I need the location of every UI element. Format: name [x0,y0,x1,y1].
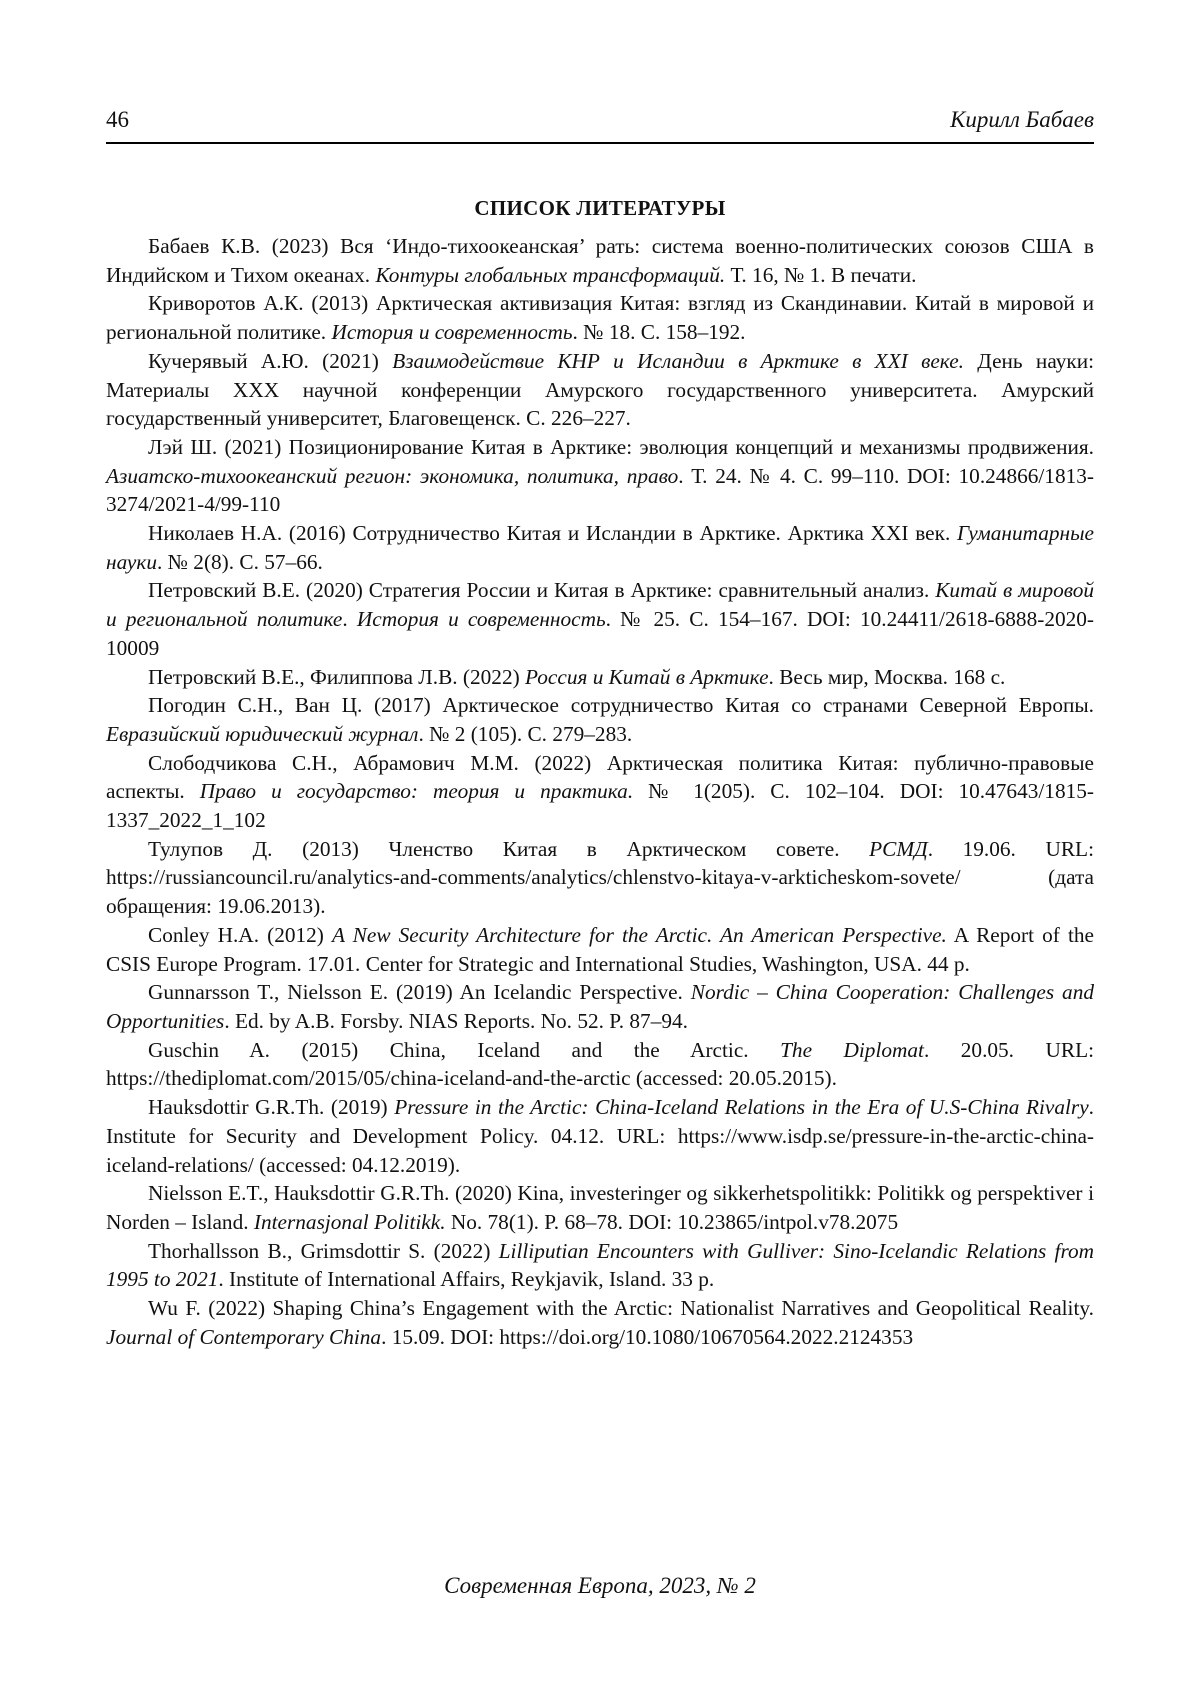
page-number: 46 [106,107,129,132]
reference-text: . № 25. С. 154–167. DOI: 10.24411/2618-6888-2020-10009 [106,607,1094,660]
reference-entry [106,1036,1094,1093]
reference-italic-text: Journal of Contemporary China [106,1324,382,1349]
reference-text: Кучерявый А.Ю. (2021) [148,348,393,373]
reference-italic-text: РСМД [869,836,928,861]
reference-text: Тулупов Д. (2013) Членство Китая в Арктическом совете. [148,836,870,861]
reference-entry [106,576,1094,662]
reference-text: A Report of the CSIS Europe Program. 17.01. Center for Strategic and International Studies, Washington, USA. 44 p. [106,922,1094,976]
reference-italic-text: Право и государство: теория и практика. [199,779,634,804]
reference-entry [106,921,1094,978]
reference-italic-text: Евразийский юридический журнал [106,721,419,746]
reference-text: No. 78(1). P. 68–78. DOI: 10.23865/intpol.v78.2075 [445,1209,899,1234]
reference-text: . [342,607,357,632]
reference-text: Петровский В.Е. (2020) Стратегия России и Китая в Арктике: сравнительный анализ. [148,578,936,603]
reference-entry [106,691,1094,748]
reference-text: . Весь мир, Москва. 168 с. [768,664,1006,689]
reference-entry [106,1093,1094,1179]
reference-entry [106,978,1094,1035]
reference-text: Wu F. (2022) Shaping China’s Engagement with the Arctic: Nationalist Narratives and Geopolitical Reality. [148,1296,1094,1321]
reference-entry [106,232,1094,289]
reference-italic-text: Pressure in the Arctic: China-Iceland Relations in the Era of U.S-China Rivalry [394,1095,1089,1120]
footer-journal: Современная Европа, 2023, № 2 [444,1573,756,1598]
reference-text: Погодин С.Н., Ван Ц. (2017) Арктическое сотрудничество Китая со странами Северной Европы. [148,693,1094,718]
reference-entry [106,749,1094,835]
reference-text: Nielsson E.T., Hauksdottir G.R.Th. (2020) Kina, investeringer og sikkerhetspolitikk: Politikk og perspektiver i Norden – Island. [106,1181,1094,1234]
reference-italic-text: История и современность [331,320,573,345]
reference-entry [106,1294,1094,1351]
reference-italic-text: Nordic – China Cooperation: Challenges and Opportunities [106,980,1094,1033]
reference-italic-text: Азиатско-тихоокеанский регион: экономика, политика, право [106,463,679,488]
reference-italic-text: История и современность [356,607,606,632]
reference-text: Т. 16, № 1. В печати. [725,262,917,287]
reference-italic-text: Китай в мировой и региональной политике [106,578,1095,632]
reference-entry [106,347,1094,433]
reference-text: . Institute for Security and Development Policy. 04.12. URL: https://www.isdp.se/pressure-in-the-arctic-china-iceland-relations/ (accessed: 04.12.2019). [106,1095,1094,1177]
reference-text: . Institute of International Affairs, Reykjavik, Island. 33 p. [218,1267,715,1292]
reference-text: . Т. 24. № 4. С. 99–110. DOI: 10.24866/1813-3274/2021-4/99-110 [106,463,1094,517]
reference-text: . 20.05. URL: https://thediplomat.com/2015/05/china-iceland-and-the-arctic (accessed: 20.05.2015). [106,1037,1094,1091]
reference-text: . № 18. С. 158–192. [572,320,746,345]
running-head-author: Кирилл Бабаев [950,107,1094,132]
reference-text: Thorhallsson B., Grimsdottir S. (2022) [148,1238,499,1263]
reference-text: . № 2(8). С. 57–66. [157,549,323,574]
reference-italic-text: A New Security Architecture for the Arctic. An American Perspective. [331,922,947,947]
reference-italic-text: The Diplomat [780,1037,924,1062]
reference-italic-text: Россия и Китай в Арктике [525,664,769,689]
reference-text: № 1(205). С. 102–104. DOI: 10.47643/1815-1337_2022_1_102 [106,779,1094,833]
reference-entry [106,433,1094,519]
reference-text: . 15.09. DOI: https://doi.org/10.1080/10670564.2022.2124353 [381,1324,914,1349]
reference-text: Hauksdottir G.R.Th. (2019) [148,1095,395,1120]
reference-text: Криворотов А.К. (2013) Арктическая активизация Китая: взгляд из Скандинавии. Китай в мировой и региональной политике. [106,291,1094,345]
reference-entry [106,289,1094,346]
header-rule [106,142,1094,144]
reference-entry [106,1179,1094,1236]
reference-text: Бабаев К.В. (2023) Вся ‘Индо-тихоокеанская’ рать: система военно-политических союзов США в Индийском и Тихом океанах. [106,234,1094,287]
reference-text: . № 2 (105). С. 279–283. [418,721,633,746]
reference-text: День науки: Материалы XXX научной конференции Амурского государственного университета. Амурский государственный университет, Благовещенск. С. 226–227. [106,348,1095,431]
reference-text: Петровский В.Е., Филиппова Л.В. (2022) [148,664,526,689]
reference-italic-text: Контуры глобальных трансформаций. [375,262,726,287]
reference-text: Conley H.A. (2012) [148,922,332,947]
reference-entry [106,663,1094,692]
reference-text: . 19.06. URL: https://russiancouncil.ru/analytics-and-comments/analytics/chlenstvo-kitaya-v-arkticheskom-sovete/ (дата обращения: 19.06.2013). [106,836,1094,919]
reference-text: Gunnarsson T., Nielsson E. (2019) An Icelandic Perspective. [148,980,691,1005]
reference-text: Лэй Ш. (2021) Позиционирование Китая в Арктике: эволюция концепций и механизмы продвижения. [148,434,1094,459]
reference-entry [106,835,1094,921]
reference-entry [106,519,1094,576]
reference-text: . Ed. by A.B. Forsby. NIAS Reports. No. 52. P. 87–94. [224,1008,688,1033]
reference-text: Guschin A. (2015) China, Iceland and the Arctic. [148,1037,781,1062]
reference-text: Николаев Н.А. (2016) Сотрудничество Китая и Исландии в Арктике. Арктика XXI век. [148,521,958,546]
reference-italic-text: Internasjonal Politikk. [253,1209,446,1234]
reference-entry [106,1237,1094,1294]
reference-italic-text: Lilliputian Encounters with Gulliver: Sino-Icelandic Relations from 1995 to 2021 [106,1238,1094,1292]
reference-italic-text: Гуманитарные науки [106,521,1094,574]
reference-list [106,232,1094,1351]
reference-italic-text: Взаимодействие КНР и Исландии в Арктике в XXI веке. [392,348,964,373]
reference-text: Слободчикова С.Н., Абрамович М.М. (2022) Арктическая политика Китая: публично-правовые аспекты. [106,750,1094,804]
section-title: СПИСОК ЛИТЕРАТУРЫ [474,196,726,220]
